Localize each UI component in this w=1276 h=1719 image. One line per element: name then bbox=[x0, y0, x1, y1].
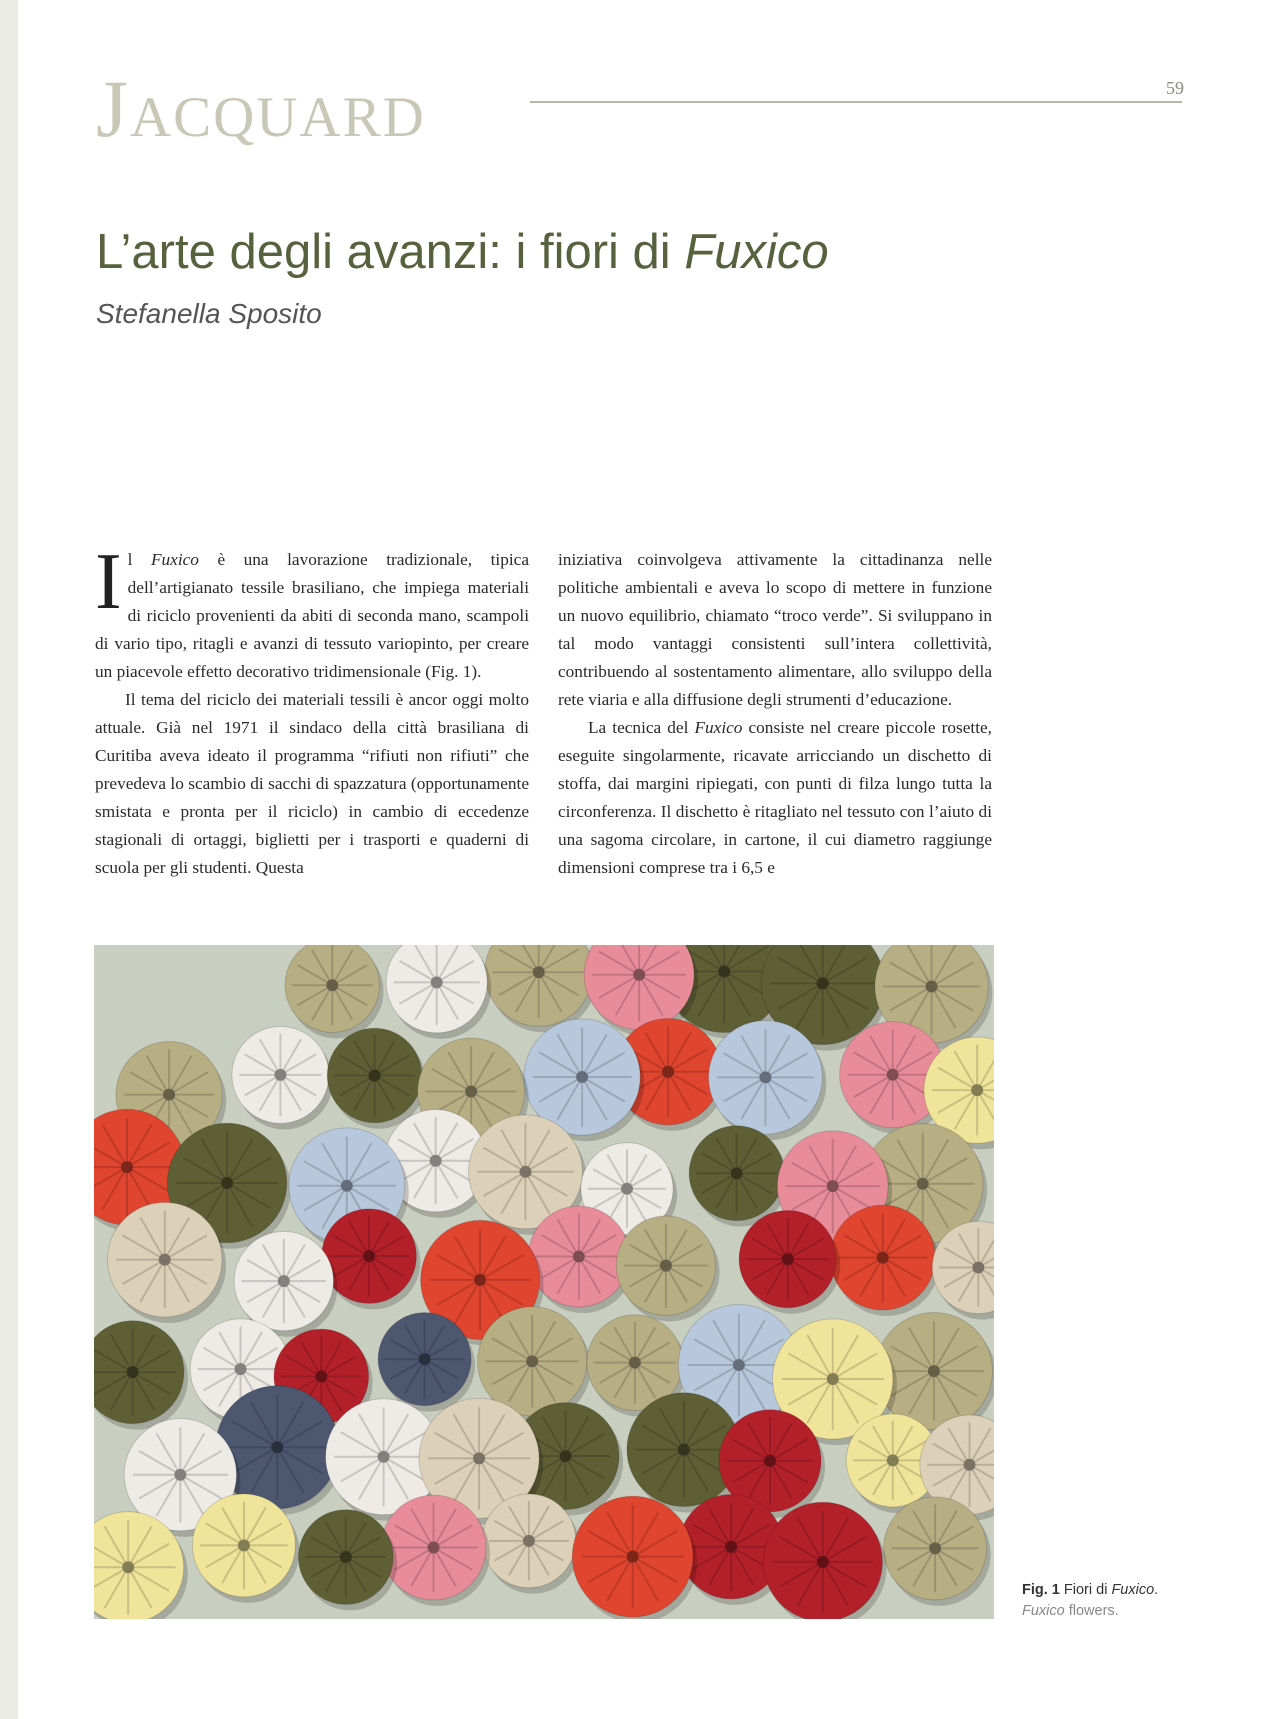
page-number: 59 bbox=[1166, 78, 1184, 98]
figure-fuxico-photo bbox=[94, 945, 994, 1619]
caption-text-italic: Fuxico bbox=[1022, 1603, 1065, 1619]
caption-english bbox=[1022, 1601, 1262, 1622]
caption-text: flowers. bbox=[1064, 1603, 1119, 1619]
figure-label: Fig. 1 bbox=[1022, 1582, 1060, 1598]
header-rule bbox=[530, 101, 1182, 103]
caption-text-italic: Fuxico bbox=[1111, 1582, 1155, 1598]
text-column-left bbox=[95, 538, 530, 882]
text-run: l bbox=[127, 550, 151, 569]
paragraph bbox=[558, 714, 992, 882]
caption-text: . bbox=[1154, 1582, 1159, 1598]
page-edge-strip bbox=[0, 0, 18, 1719]
article-author: Stefanella Sposito bbox=[96, 298, 322, 329]
paragraph bbox=[95, 538, 530, 686]
fuxico-flowers-image bbox=[94, 945, 994, 1619]
text-run: è una lavorazione tradizionale, tipica dell’artigianato tessile brasiliano, che impiega materiali di riciclo provenienti da abiti di seconda mano, scampoli di vario tipo, ritagli e avanzi di tessuto variopinto, per creare un piacevole effetto decorativo tridimensionale (Fig. 1). bbox=[95, 550, 530, 681]
text-run-italic: Fuxico bbox=[694, 718, 743, 737]
paragraph: Il tema del riciclo dei materiali tessili è ancor oggi molto attuale. Già nel 1971 il sindaco della città brasiliana di Curitiba aveva ideato il programma “rifiuti non rifiuti” che prevedeva lo scambio di sacchi di spazzatura (opportunamente smistata e pronta per il riciclo) in cambio di eccedenze stagionali di ortaggi, biglietti per i trasporti e quaderni di scuola per gli studenti. Questa bbox=[95, 690, 529, 877]
article-title-italic: Fuxico bbox=[684, 225, 829, 279]
article-title bbox=[96, 226, 1096, 280]
drop-cap: I bbox=[95, 538, 122, 626]
paragraph: iniziativa coinvolgeva attivamente la cittadinanza nelle politiche ambientali e aveva lo scopo di mettere in funzione un nuovo equilibrio, chiamato “troco verde”. Si sviluppano in tal modo vantaggi consistenti sull’intera collettività, contribuendo al sostentamento alimentare, allo sviluppo della rete viaria e alla diffusione degli strumenti d’educazione. bbox=[558, 550, 992, 709]
caption-text: Fiori di bbox=[1063, 1582, 1112, 1598]
text-column-right bbox=[558, 546, 992, 882]
text-run: La tecnica del bbox=[588, 718, 695, 737]
journal-name: Jacquard bbox=[96, 63, 426, 154]
figure-caption bbox=[1022, 1580, 1262, 1622]
caption-italian bbox=[1022, 1580, 1262, 1601]
text-run: consiste nel creare piccole rosette, eseguite singolarmente, ricavate arricciando un dischetto di stoffa, dai margini ripiegati, con punti di filza lungo tutta la circonferenza. Il dischetto è ritagliato nel tessuto con l’aiuto di una sagoma circolare, in cartone, il cui diametro raggiunge dimensioni comprese tra i 6,5 e bbox=[558, 718, 992, 877]
article-title-plain: L’arte degli avanzi: i fiori di bbox=[96, 225, 685, 279]
text-run-italic: Fuxico bbox=[150, 550, 199, 569]
